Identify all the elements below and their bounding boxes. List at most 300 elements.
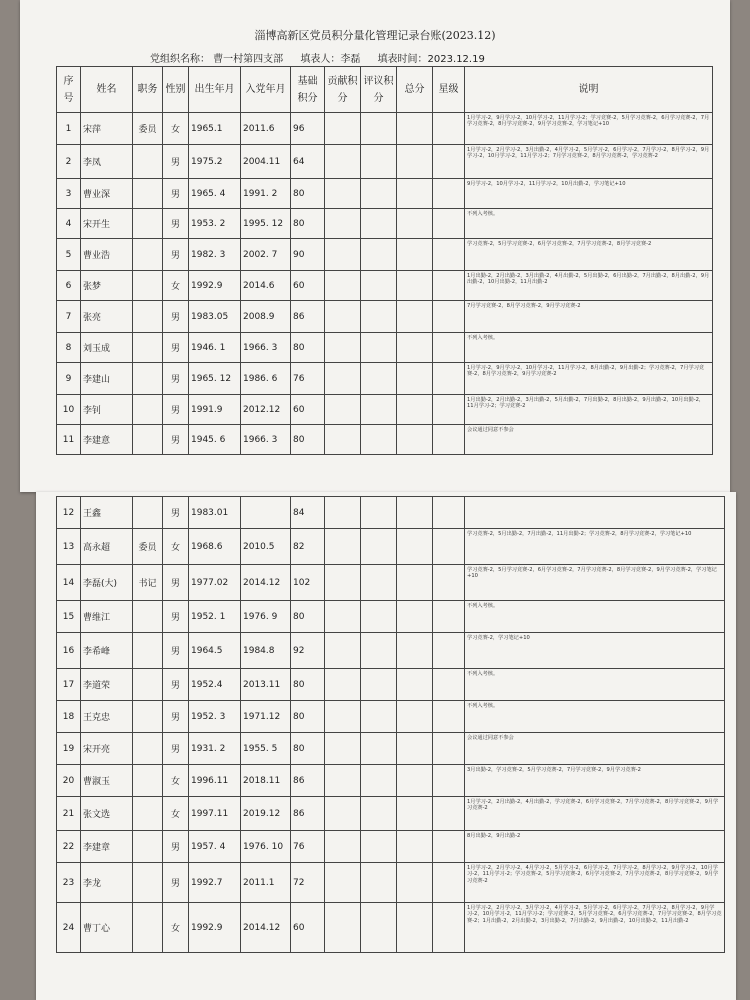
cell-birth: 1952.4 <box>189 669 241 701</box>
cell-join: 1995. 12 <box>241 209 291 239</box>
cell-empty <box>325 669 361 701</box>
page-bottom-sheet <box>36 492 736 1000</box>
table-row <box>57 395 713 425</box>
cell-duty <box>133 733 163 765</box>
cell-empty <box>433 425 465 455</box>
cell-birth: 1946. 1 <box>189 333 241 363</box>
cell-base: 60 <box>291 395 325 425</box>
cell-empty <box>433 209 465 239</box>
cell-join: 2010.5 <box>241 529 291 565</box>
header-cell: 职务 <box>133 67 163 113</box>
cell-empty <box>397 239 433 271</box>
cell-empty <box>433 633 465 669</box>
cell-empty <box>361 239 397 271</box>
cell-name: 李磊(大) <box>81 565 133 601</box>
cell-base: 80 <box>291 333 325 363</box>
cell-duty <box>133 395 163 425</box>
cell-note: 不列入考核。 <box>465 601 725 633</box>
cell-empty <box>325 831 361 863</box>
cell-no: 4 <box>57 209 81 239</box>
cell-duty <box>133 765 163 797</box>
cell-duty <box>133 363 163 395</box>
cell-join: 2011.1 <box>241 863 291 903</box>
cell-empty <box>325 425 361 455</box>
cell-join: 2004.11 <box>241 145 291 179</box>
table-row <box>57 425 713 455</box>
cell-base: 80 <box>291 733 325 765</box>
cell-note <box>465 497 725 529</box>
cell-name: 李希峰 <box>81 633 133 669</box>
cell-no: 14 <box>57 565 81 601</box>
cell-no: 13 <box>57 529 81 565</box>
org-name: 党组织名称： 曹一村第四支部 <box>150 54 284 65</box>
cell-join: 1955. 5 <box>241 733 291 765</box>
cell-no: 3 <box>57 179 81 209</box>
cell-duty <box>133 797 163 831</box>
cell-empty <box>361 145 397 179</box>
fill-date: 填表时间：2023.12.19 <box>377 54 485 65</box>
cell-join: 1976. 10 <box>241 831 291 863</box>
cell-empty <box>325 903 361 953</box>
cell-join: 1976. 9 <box>241 601 291 633</box>
cell-empty <box>433 113 465 145</box>
cell-birth: 1996.11 <box>189 765 241 797</box>
cell-empty <box>361 271 397 301</box>
cell-join: 1986. 6 <box>241 363 291 395</box>
cell-note: 学习竞赛-2，学习笔记+10 <box>465 633 725 669</box>
cell-duty <box>133 831 163 863</box>
cell-note: 学习竞赛-2，5月学习竞赛-2，6月学习竞赛-2，7月学习竞赛-2，8月学习竞赛-2，9月学习竞赛-2，学习笔记+10 <box>465 565 725 601</box>
cell-empty <box>361 765 397 797</box>
cell-sex: 男 <box>163 395 189 425</box>
table-row <box>57 669 725 701</box>
cell-empty <box>361 425 397 455</box>
cell-name: 宋开亮 <box>81 733 133 765</box>
cell-name: 曹淑玉 <box>81 765 133 797</box>
cell-sex: 男 <box>163 239 189 271</box>
cell-birth: 1953. 2 <box>189 209 241 239</box>
cell-empty <box>361 903 397 953</box>
cell-empty <box>433 831 465 863</box>
cell-base: 80 <box>291 601 325 633</box>
cell-birth: 1964.5 <box>189 633 241 669</box>
cell-name: 高永超 <box>81 529 133 565</box>
cell-empty <box>397 601 433 633</box>
cell-note: 不列入考核。 <box>465 209 713 239</box>
cell-duty: 书记 <box>133 565 163 601</box>
cell-note: 学习竞赛-2，5月出勤-2，7月出勤-2，11月出勤-2；学习竞赛-2，8月学习竞赛-2，学习笔记+10 <box>465 529 725 565</box>
cell-sex: 男 <box>163 179 189 209</box>
cell-no: 6 <box>57 271 81 301</box>
cell-empty <box>433 271 465 301</box>
cell-join: 2018.11 <box>241 765 291 797</box>
cell-empty <box>361 179 397 209</box>
cell-note: 1月学习-2，2月学习-2，4月学习-2，5月学习-2，6月学习-2，7月学习-2，8月学习-2，9月学习-2，10月学习-2，11月学习-2；学习竞赛-2，5月学习竞赛-2，6月学习竞赛-2，7月学习竞赛-2，8月学习竞赛-2，9月学习竞赛-2 <box>465 863 725 903</box>
cell-no: 7 <box>57 301 81 333</box>
cell-base: 92 <box>291 633 325 669</box>
cell-empty <box>433 701 465 733</box>
cell-no: 20 <box>57 765 81 797</box>
cell-empty <box>397 363 433 395</box>
cell-no: 8 <box>57 333 81 363</box>
table-row <box>57 565 725 601</box>
cell-empty <box>433 497 465 529</box>
cell-join: 1971.12 <box>241 701 291 733</box>
cell-base: 72 <box>291 863 325 903</box>
cell-duty <box>133 271 163 301</box>
cell-empty <box>433 797 465 831</box>
cell-empty <box>397 333 433 363</box>
cell-name: 曹业浩 <box>81 239 133 271</box>
table-row <box>57 145 713 179</box>
table-row <box>57 529 725 565</box>
cell-empty <box>361 301 397 333</box>
cell-empty <box>361 633 397 669</box>
cell-name: 李钊 <box>81 395 133 425</box>
cell-empty <box>361 209 397 239</box>
filler-name: 填表人：李磊 <box>300 54 361 65</box>
cell-empty <box>397 529 433 565</box>
cell-join <box>241 497 291 529</box>
cell-empty <box>361 113 397 145</box>
cell-join: 2008.9 <box>241 301 291 333</box>
cell-empty <box>433 765 465 797</box>
cell-birth: 1992.9 <box>189 271 241 301</box>
cell-note: 1月学习-2，2月出勤-2，4月出勤-2，学习竞赛-2，6月学习竞赛-2，7月学习竞赛-2，8月学习竞赛-2，9月学习竞赛-2 <box>465 797 725 831</box>
cell-empty <box>361 497 397 529</box>
cell-empty <box>361 701 397 733</box>
cell-name: 张梦 <box>81 271 133 301</box>
cell-empty <box>433 301 465 333</box>
cell-empty <box>325 113 361 145</box>
cell-note: 3月出勤-2，学习竞赛-2，5月学习竞赛-2，7月学习竞赛-2，9月学习竞赛-2 <box>465 765 725 797</box>
header-cell: 姓名 <box>81 67 133 113</box>
cell-empty <box>325 863 361 903</box>
cell-note: 会议通过同意不参会 <box>465 425 713 455</box>
cell-duty <box>133 701 163 733</box>
cell-empty <box>361 733 397 765</box>
cell-empty <box>397 633 433 669</box>
cell-no: 22 <box>57 831 81 863</box>
cell-empty <box>325 363 361 395</box>
cell-join: 1984.8 <box>241 633 291 669</box>
header-cell: 评议积分 <box>361 67 397 113</box>
cell-no: 16 <box>57 633 81 669</box>
table-header-row <box>57 67 713 113</box>
cell-sex: 男 <box>163 497 189 529</box>
cell-sex: 男 <box>163 301 189 333</box>
cell-sex: 女 <box>163 797 189 831</box>
cell-empty <box>433 565 465 601</box>
header-cell: 出生年月 <box>189 67 241 113</box>
cell-name: 王克忠 <box>81 701 133 733</box>
header-cell: 总分 <box>397 67 433 113</box>
cell-empty <box>361 863 397 903</box>
cell-join: 2014.12 <box>241 903 291 953</box>
cell-birth: 1957. 4 <box>189 831 241 863</box>
cell-sex: 男 <box>163 425 189 455</box>
table-row <box>57 179 713 209</box>
cell-empty <box>433 333 465 363</box>
table-row <box>57 363 713 395</box>
cell-note: 1月出勤-2，2月出勤-2，3月出勤-2，5月出勤-2，7月出勤-2，8月出勤-2，9月出勤-2，10月出勤-2，11月学习-2；学习竞赛-2 <box>465 395 713 425</box>
cell-note: 9月学习-2，10月学习-2，11月学习-2，10月出勤-2，学习笔记+10 <box>465 179 713 209</box>
cell-sex: 女 <box>163 113 189 145</box>
cell-empty <box>325 633 361 669</box>
cell-empty <box>361 797 397 831</box>
cell-birth: 1945. 6 <box>189 425 241 455</box>
cell-birth: 1977.02 <box>189 565 241 601</box>
cell-duty: 委员 <box>133 113 163 145</box>
cell-note: 会议通过同意不参会 <box>465 733 725 765</box>
header-cell: 说明 <box>465 67 713 113</box>
cell-birth: 1991.9 <box>189 395 241 425</box>
cell-note: 1月学习-2，9月学习-2，10月学习-2，11月学习-2，8月出勤-2，9月出勤-2；学习竞赛-2，7月学习竞赛-2，8月学习竞赛-2，9月学习竞赛-2 <box>465 363 713 395</box>
document-title: 淄博高新区党员积分量化管理记录台账(2023.12) <box>254 29 496 42</box>
table-row <box>57 333 713 363</box>
cell-birth: 1931. 2 <box>189 733 241 765</box>
cell-sex: 男 <box>163 601 189 633</box>
cell-empty <box>361 363 397 395</box>
cell-empty <box>397 765 433 797</box>
page-top-sheet <box>20 0 730 492</box>
cell-base: 80 <box>291 425 325 455</box>
table-row <box>57 601 725 633</box>
cell-note: 不列入考核。 <box>465 701 725 733</box>
table-row <box>57 239 713 271</box>
cell-empty <box>397 425 433 455</box>
cell-empty <box>397 831 433 863</box>
cell-duty <box>133 179 163 209</box>
cell-empty <box>397 733 433 765</box>
cell-empty <box>397 497 433 529</box>
cell-sex: 男 <box>163 333 189 363</box>
table-row <box>57 271 713 301</box>
cell-join: 2014.12 <box>241 565 291 601</box>
cell-empty <box>433 669 465 701</box>
cell-empty <box>397 301 433 333</box>
cell-no: 10 <box>57 395 81 425</box>
cell-note: 学习竞赛-2，5月学习竞赛-2，6月学习竞赛-2，7月学习竞赛-2，8月学习竞赛-2 <box>465 239 713 271</box>
cell-sex: 男 <box>163 209 189 239</box>
cell-empty <box>325 565 361 601</box>
cell-base: 64 <box>291 145 325 179</box>
cell-empty <box>397 701 433 733</box>
cell-empty <box>433 179 465 209</box>
cell-empty <box>397 903 433 953</box>
cell-base: 86 <box>291 301 325 333</box>
cell-no: 19 <box>57 733 81 765</box>
cell-empty <box>325 765 361 797</box>
cell-note: 7月学习竞赛-2，8月学习竞赛-2，9月学习竞赛-2 <box>465 301 713 333</box>
cell-empty <box>325 145 361 179</box>
cell-base: 84 <box>291 497 325 529</box>
cell-join: 2002. 7 <box>241 239 291 271</box>
cell-name: 王鑫 <box>81 497 133 529</box>
cell-base: 86 <box>291 797 325 831</box>
cell-join: 2011.6 <box>241 113 291 145</box>
cell-empty <box>361 333 397 363</box>
cell-base: 60 <box>291 903 325 953</box>
cell-name: 李建山 <box>81 363 133 395</box>
cell-empty <box>397 209 433 239</box>
cell-name: 李凤 <box>81 145 133 179</box>
header-cell: 星级 <box>433 67 465 113</box>
cell-name: 李龙 <box>81 863 133 903</box>
cell-no: 15 <box>57 601 81 633</box>
cell-join: 1966. 3 <box>241 333 291 363</box>
cell-duty <box>133 903 163 953</box>
cell-empty <box>361 831 397 863</box>
cell-join: 1991. 2 <box>241 179 291 209</box>
cell-empty <box>397 669 433 701</box>
cell-empty <box>325 239 361 271</box>
cell-empty <box>433 395 465 425</box>
header-cell: 基础积分 <box>291 67 325 113</box>
cell-empty <box>325 529 361 565</box>
cell-empty <box>325 301 361 333</box>
cell-note: 1月学习-2，2月学习-2，3月出勤-2，4月学习-2，5月学习-2，6月学习-2，7月学习-2，8月学习-2，9月学习-2，10月学习-2，11月学习-2；7月学习竞赛-2，8月学习竞赛-2，学习竞赛-2 <box>465 145 713 179</box>
table-row <box>57 301 713 333</box>
cell-no: 11 <box>57 425 81 455</box>
cell-note: 8月出勤-2，9月出勤-2 <box>465 831 725 863</box>
cell-empty <box>361 565 397 601</box>
cell-birth: 1975.2 <box>189 145 241 179</box>
cell-empty <box>433 863 465 903</box>
cell-sex: 男 <box>163 733 189 765</box>
cell-sex: 男 <box>163 701 189 733</box>
header-cell: 入党年月 <box>241 67 291 113</box>
cell-empty <box>325 333 361 363</box>
cell-duty <box>133 209 163 239</box>
cell-duty <box>133 425 163 455</box>
cell-join: 2012.12 <box>241 395 291 425</box>
cell-sex: 男 <box>163 363 189 395</box>
cell-no: 9 <box>57 363 81 395</box>
cell-base: 80 <box>291 669 325 701</box>
table-row <box>57 497 725 529</box>
cell-sex: 男 <box>163 633 189 669</box>
cell-name: 曹丁心 <box>81 903 133 953</box>
cell-empty <box>433 239 465 271</box>
header-cell: 序号 <box>57 67 81 113</box>
cell-empty <box>433 529 465 565</box>
cell-name: 李道荣 <box>81 669 133 701</box>
cell-note: 1月出勤-2，2月出勤-2，3月出勤-2，4月出勤-2，5月出勤-2，6月出勤-2，7月出勤-2，8月出勤-2，9月出勤-2，10月出勤-2，11月出勤-2 <box>465 271 713 301</box>
cell-sex: 男 <box>163 145 189 179</box>
cell-no: 1 <box>57 113 81 145</box>
cell-empty <box>397 113 433 145</box>
cell-name: 张亮 <box>81 301 133 333</box>
header-cell: 贡献积分 <box>325 67 361 113</box>
cell-name: 张文选 <box>81 797 133 831</box>
table-row <box>57 797 725 831</box>
cell-sex: 男 <box>163 831 189 863</box>
cell-empty <box>325 797 361 831</box>
cell-note: 不列入考核。 <box>465 333 713 363</box>
cell-join: 1966. 3 <box>241 425 291 455</box>
cell-birth: 1997.11 <box>189 797 241 831</box>
cell-base: 90 <box>291 239 325 271</box>
cell-empty <box>325 733 361 765</box>
cell-name: 宋开生 <box>81 209 133 239</box>
cell-duty <box>133 863 163 903</box>
cell-duty <box>133 669 163 701</box>
score-table-bottom <box>56 496 725 953</box>
cell-empty <box>325 701 361 733</box>
cell-sex: 女 <box>163 529 189 565</box>
cell-base: 86 <box>291 765 325 797</box>
table-row <box>57 633 725 669</box>
cell-note: 不列入考核。 <box>465 669 725 701</box>
cell-sex: 女 <box>163 903 189 953</box>
cell-join: 2019.12 <box>241 797 291 831</box>
cell-birth: 1952. 1 <box>189 601 241 633</box>
cell-empty <box>361 529 397 565</box>
table-row <box>57 831 725 863</box>
cell-sex: 女 <box>163 765 189 797</box>
cell-empty <box>433 903 465 953</box>
cell-birth: 1965. 4 <box>189 179 241 209</box>
cell-base: 96 <box>291 113 325 145</box>
cell-empty <box>433 601 465 633</box>
cell-duty <box>133 633 163 669</box>
cell-sex: 男 <box>163 669 189 701</box>
cell-sex: 女 <box>163 271 189 301</box>
cell-empty <box>325 395 361 425</box>
table-row <box>57 209 713 239</box>
header-cell: 性别 <box>163 67 189 113</box>
cell-sex: 男 <box>163 863 189 903</box>
cell-name: 李建章 <box>81 831 133 863</box>
cell-empty <box>433 363 465 395</box>
cell-no: 5 <box>57 239 81 271</box>
cell-note: 1月学习-2，2月学习-2，3月学习-2，4月学习-2，5月学习-2，6月学习-2，7月学习-2，8月学习-2，9月学习-2，10月学习-2，11月学习-2；学习竞赛-2，5月学习竞赛-2，6月学习竞赛-2，7月学习竞赛-2，8月学习竞赛-2；1月出勤-2，2月出勤-2，3月出勤-2，7月出勤-2，9月出勤-2，10月出勤-2，11月出勤-2 <box>465 903 725 953</box>
cell-no: 12 <box>57 497 81 529</box>
cell-join: 2014.6 <box>241 271 291 301</box>
cell-name: 曹维江 <box>81 601 133 633</box>
cell-name: 李建意 <box>81 425 133 455</box>
cell-empty <box>361 395 397 425</box>
cell-no: 21 <box>57 797 81 831</box>
cell-empty <box>397 271 433 301</box>
table-row <box>57 701 725 733</box>
score-table-top <box>56 66 713 455</box>
cell-empty <box>361 601 397 633</box>
cell-empty <box>397 179 433 209</box>
table-row <box>57 733 725 765</box>
cell-join: 2013.11 <box>241 669 291 701</box>
cell-name: 曹业深 <box>81 179 133 209</box>
cell-birth: 1968.6 <box>189 529 241 565</box>
cell-base: 60 <box>291 271 325 301</box>
cell-empty <box>433 145 465 179</box>
cell-empty <box>397 863 433 903</box>
table-row <box>57 903 725 953</box>
cell-no: 24 <box>57 903 81 953</box>
cell-birth: 1965. 12 <box>189 363 241 395</box>
cell-base: 80 <box>291 209 325 239</box>
cell-empty <box>361 669 397 701</box>
table-row <box>57 863 725 903</box>
cell-empty <box>325 497 361 529</box>
cell-duty <box>133 333 163 363</box>
cell-base: 80 <box>291 179 325 209</box>
table-row <box>57 765 725 797</box>
cell-base: 76 <box>291 831 325 863</box>
cell-empty <box>325 271 361 301</box>
cell-name: 刘玉成 <box>81 333 133 363</box>
